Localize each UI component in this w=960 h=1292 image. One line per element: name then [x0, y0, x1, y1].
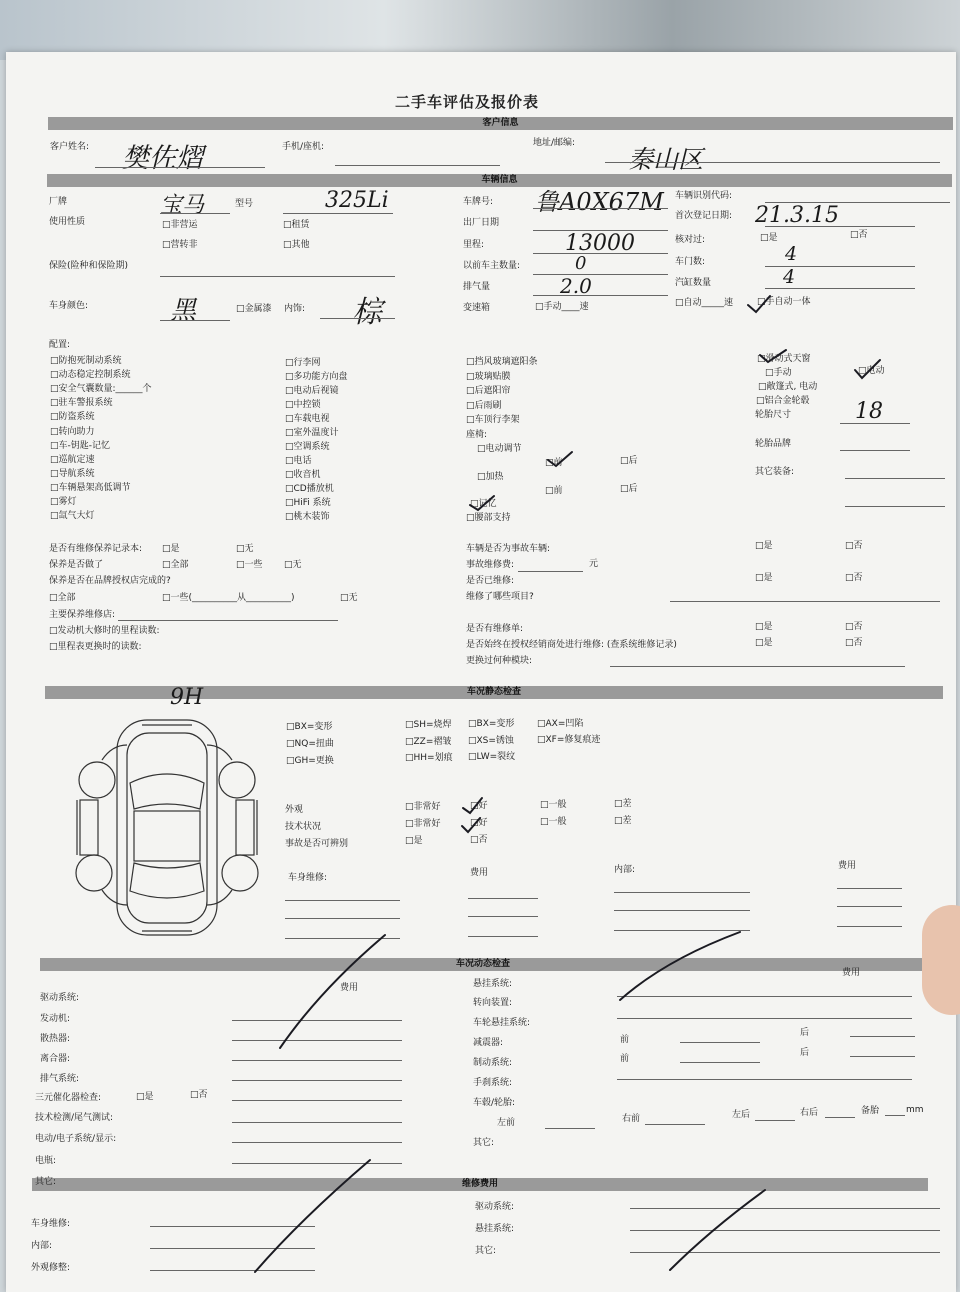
- config-option-checkbox[interactable]: □ 电动后视镜: [285, 386, 339, 397]
- vin-label: 车辆识别代码:: [675, 191, 733, 201]
- authorized-all[interactable]: □ 全部: [49, 593, 76, 604]
- dynamic-left-item: 电动/电子系统/显示:: [35, 1134, 117, 1144]
- accident-visible-label: 事故是否可辨别: [285, 839, 349, 849]
- shock-front-label: 前: [620, 1035, 630, 1045]
- checked-no-checkbox[interactable]: □ 否: [850, 230, 868, 241]
- accident-yes[interactable]: □ 是: [755, 541, 773, 552]
- config-option-checkbox[interactable]: □ 安全气囊数量:______个: [50, 384, 152, 395]
- sunroof-manual-checkbox[interactable]: □ 手动: [765, 368, 792, 379]
- interior-repair-cost-label: 费用: [838, 861, 857, 871]
- displacement-label: 排气量: [463, 282, 491, 292]
- dynamic-right-item: 转向装置:: [473, 998, 513, 1008]
- accident-cost-label: 事故维修费:: [466, 560, 515, 570]
- dealer-repair-yes[interactable]: □ 是: [755, 638, 773, 649]
- config-option-checkbox[interactable]: □ 电话: [285, 456, 312, 467]
- customer-name-handwritten: 樊佐熠: [122, 143, 203, 174]
- config-option-checkbox[interactable]: □ 氙气大灯: [50, 511, 95, 522]
- insurance-label: 保险(险种和保险期): [49, 261, 129, 271]
- doors-handwritten: 4: [785, 243, 798, 265]
- use-other-checkbox[interactable]: □ 其他: [283, 240, 310, 251]
- repaired-yes[interactable]: □ 是: [755, 573, 773, 584]
- config-option-checkbox[interactable]: □ 空调系统: [285, 442, 330, 453]
- registration-date-label: 首次登记日期:: [675, 211, 733, 221]
- dealer-repair-label: 是否始终在授权经销商处进行维修: (查系统维修记录): [466, 640, 677, 650]
- dynamic-left-item: 排气系统:: [40, 1074, 80, 1084]
- config-label: 配置:: [49, 340, 71, 350]
- use-nonoperating-checkbox[interactable]: □ 非营运: [162, 220, 198, 231]
- model-handwritten: 325Li: [325, 188, 389, 213]
- authorized-shop-label: 保养是否在品牌授权店完成的?: [49, 576, 171, 586]
- seat-memory-checkbox[interactable]: □ 记忆: [470, 499, 497, 510]
- tire-unit-label: mm: [906, 1105, 924, 1115]
- config-option-checkbox[interactable]: □ 后雨刷: [466, 401, 502, 412]
- dynamic-left-item: 其它:: [35, 1177, 57, 1187]
- repair-order-no[interactable]: □ 否: [845, 622, 863, 633]
- thumb: [922, 905, 960, 1015]
- brake-rear-label: 后: [800, 1048, 810, 1058]
- body-repair-cost-label: 费用: [470, 868, 489, 878]
- authorized-none[interactable]: □ 无: [340, 593, 358, 604]
- damage-code-checkbox[interactable]: □ XS=锈蚀: [468, 736, 514, 747]
- seat-heated-rear-checkbox[interactable]: □ 后: [620, 484, 638, 495]
- body-repair-label: 车身维修:: [288, 873, 328, 883]
- seat-electric-rear-checkbox[interactable]: □ 后: [620, 456, 638, 467]
- section-dynamic-check: 车况动态检查: [40, 958, 926, 971]
- config-option-checkbox[interactable]: □ 车载电视: [285, 414, 330, 425]
- config-option-checkbox[interactable]: □ 室外温度计: [285, 428, 339, 439]
- maintenance-all[interactable]: □ 全部: [162, 560, 189, 571]
- dynamic-right-item: 手刹系统:: [473, 1078, 513, 1088]
- gearbox-auto-checkbox[interactable]: □ 自动_____速: [675, 298, 733, 309]
- use-lease-checkbox[interactable]: □ 租赁: [283, 220, 310, 231]
- config-option-checkbox[interactable]: □ 中控锁: [285, 400, 321, 411]
- dynamic-left-item: 散热器:: [40, 1034, 71, 1044]
- damage-code-checkbox[interactable]: □ BX=变形: [468, 719, 514, 730]
- appearance-fair[interactable]: □ 一般: [540, 800, 567, 811]
- maintenance-done-label: 保养是否做了: [49, 560, 104, 570]
- dealer-repair-no[interactable]: □ 否: [845, 638, 863, 649]
- accident-visible-yes[interactable]: □ 是: [405, 836, 423, 847]
- dynamic-cost-left: 费用: [340, 983, 359, 993]
- displacement-handwritten: 2.0: [560, 274, 592, 298]
- dynamic-left-item: 离合器:: [40, 1054, 71, 1064]
- maintenance-record-yes[interactable]: □ 是: [162, 544, 180, 555]
- seat-heated-front-checkbox[interactable]: □ 前: [545, 486, 563, 497]
- dynamic-left-item: 技术检测/尾气测试:: [35, 1113, 114, 1123]
- static-handwritten-note: 9H: [170, 685, 204, 710]
- brand-label: 厂牌: [49, 197, 68, 207]
- accident-no[interactable]: □ 否: [845, 541, 863, 552]
- plate-handwritten: 鲁A0X67M: [535, 188, 664, 216]
- checked-yes-checkbox[interactable]: □ 是: [760, 233, 778, 244]
- dynamic-right-item: 其它:: [473, 1138, 495, 1148]
- shock-rear-label: 后: [800, 1028, 810, 1038]
- tech-very-good[interactable]: □ 非常好: [405, 819, 441, 830]
- config-option-checkbox[interactable]: □ 多功能方向盘: [285, 372, 348, 383]
- dynamic-left-item: 电瓶:: [35, 1156, 57, 1166]
- module-replaced-label: 更换过何种模块:: [466, 656, 533, 666]
- tire-left-front-label: 左前: [497, 1118, 516, 1128]
- config-option-checkbox[interactable]: □ 驻车警报系统: [50, 398, 113, 409]
- body-color-handwritten: 黑: [170, 296, 197, 326]
- section-customer: 客户信息: [48, 117, 953, 130]
- catalytic-no[interactable]: □ 否: [190, 1090, 208, 1101]
- repaired-items-label: 维修了哪些项目?: [466, 592, 534, 602]
- sunroof-sliding-checkbox[interactable]: □ 滑动式天窗: [757, 354, 811, 365]
- config-option-checkbox[interactable]: □ 动态稳定控制系统: [50, 370, 131, 381]
- brake-front-label: 前: [620, 1054, 630, 1064]
- tech-fair[interactable]: □ 一般: [540, 817, 567, 828]
- repaired-no[interactable]: □ 否: [845, 573, 863, 584]
- convertible-electric-checkbox[interactable]: □ 敞篷式, 电动: [758, 382, 817, 393]
- damage-code-checkbox[interactable]: □ BX=变形: [286, 722, 332, 733]
- config-option-checkbox[interactable]: □ 车-钥匙-记忆: [50, 441, 110, 452]
- registration-date-handwritten: 21.3.15: [755, 203, 839, 228]
- form-title: 二手车评估及报价表: [395, 93, 540, 111]
- damage-code-checkbox[interactable]: □ LW=裂纹: [468, 752, 515, 763]
- repair-order-yes[interactable]: □ 是: [755, 622, 773, 633]
- main-shop-label: 主要保养维修店:: [49, 610, 116, 620]
- repair-order-label: 是否有维修单:: [466, 624, 524, 634]
- config-option-checkbox[interactable]: □ 行李网: [285, 358, 321, 369]
- dynamic-right-item: 减震器:: [473, 1038, 504, 1048]
- config-option-checkbox[interactable]: □ 收音机: [285, 470, 321, 481]
- previous-owners-label: 以前车主数量:: [463, 261, 521, 271]
- interior-label: 内饰:: [284, 304, 306, 314]
- brand-handwritten: 宝马: [160, 193, 205, 218]
- config-option-checkbox[interactable]: □ 雾灯: [50, 497, 77, 508]
- cylinders-handwritten: 4: [783, 266, 796, 288]
- customer-name-label: 客户姓名:: [50, 142, 90, 152]
- catalytic-yes[interactable]: □ 是: [136, 1092, 154, 1103]
- interior-repair-label: 内部:: [614, 865, 636, 875]
- repair-left-item: 车身维修:: [31, 1219, 71, 1229]
- mileage-label: 里程:: [463, 240, 485, 250]
- tire-size-handwritten: 18: [855, 399, 883, 424]
- repair-right-item: 其它:: [475, 1246, 497, 1256]
- section-repair-cost: 维修费用: [32, 1178, 928, 1191]
- dynamic-cost-right: 费用: [842, 968, 861, 978]
- tire-right-rear-label: 右后: [800, 1108, 819, 1118]
- address-label: 地址/邮编:: [533, 138, 576, 148]
- appearance-good[interactable]: □ 好: [470, 801, 488, 812]
- accident-visible-no[interactable]: □ 否: [470, 835, 488, 846]
- appearance-poor[interactable]: □ 差: [614, 799, 632, 810]
- seat-heated-checkbox[interactable]: □ 加热: [477, 472, 504, 483]
- damage-code-checkbox[interactable]: □ XF=修复痕迹: [537, 735, 600, 746]
- repaired-label: 是否已维修:: [466, 576, 515, 586]
- appearance-label: 外观: [285, 805, 304, 815]
- tire-brand-label: 轮胎品牌: [755, 439, 792, 449]
- seat-label: 座椅:: [466, 430, 488, 440]
- tire-size-label: 轮胎尺寸: [755, 410, 792, 420]
- seat-electric-checkbox[interactable]: □ 电动调节: [477, 444, 522, 455]
- maintenance-none[interactable]: □ 无: [284, 560, 302, 571]
- config-option-checkbox[interactable]: □ 后遮阳帘: [466, 386, 511, 397]
- previous-owners-handwritten: 0: [575, 253, 587, 274]
- body-color-label: 车身颜色:: [49, 301, 89, 311]
- use-converted-checkbox[interactable]: □ 营转非: [162, 240, 198, 251]
- config-option-checkbox[interactable]: □ 防盗系统: [50, 412, 95, 423]
- gearbox-manual-checkbox[interactable]: □ 手动____速: [535, 302, 589, 313]
- dynamic-left-item: 驱动系统:: [40, 993, 80, 1003]
- tech-condition-label: 技术状况: [285, 822, 322, 832]
- mileage-handwritten: 13000: [565, 231, 635, 256]
- config-option-checkbox[interactable]: □ 转向助力: [50, 427, 95, 438]
- dynamic-right-item: 车毂/轮胎:: [473, 1098, 516, 1108]
- dynamic-left-item: 发动机:: [40, 1014, 71, 1024]
- tire-right-front-label: 右前: [622, 1114, 641, 1124]
- phone-label: 手机/座机:: [282, 142, 325, 152]
- maintenance-record-no[interactable]: □ 无: [236, 544, 254, 555]
- dynamic-right-item: 制动系统:: [473, 1058, 513, 1068]
- config-option-checkbox[interactable]: □ 车顶行李架: [466, 415, 520, 426]
- section-static-check: 车况静态检查: [45, 686, 943, 699]
- alloy-wheels-checkbox[interactable]: □ 铝合金轮毂: [756, 396, 810, 407]
- damage-code-checkbox[interactable]: □ SH=烧焊: [405, 720, 452, 731]
- maintenance-some[interactable]: □ 一些: [236, 560, 263, 571]
- tech-good[interactable]: □ 好: [470, 818, 488, 829]
- section-vehicle: 车辆信息: [47, 174, 952, 187]
- damage-code-checkbox[interactable]: □ HH=划痕: [405, 753, 453, 764]
- config-option-checkbox[interactable]: □ 桃木装饰: [285, 512, 330, 523]
- config-option-checkbox[interactable]: □ CD播放机: [285, 484, 334, 495]
- config-option-checkbox[interactable]: □ 巡航定速: [50, 455, 95, 466]
- repair-right-item: 悬挂系统:: [475, 1224, 515, 1234]
- tire-left-rear-label: 左后: [732, 1110, 751, 1120]
- config-option-checkbox[interactable]: □ 玻璃贴膜: [466, 372, 511, 383]
- accident-cost-unit: 元: [589, 559, 599, 569]
- maintenance-record-label: 是否有维修保养记录本:: [49, 544, 143, 554]
- gearbox-combo-checkbox[interactable]: □ 手自动一体: [757, 297, 811, 308]
- tech-poor[interactable]: □ 差: [614, 816, 632, 827]
- damage-code-checkbox[interactable]: □ AX=凹陷: [537, 719, 583, 730]
- seat-electric-front-checkbox[interactable]: □ 前: [545, 458, 563, 469]
- cylinders-label: 汽缸数量: [675, 278, 712, 288]
- address-handwritten: 秦山区: [628, 145, 704, 174]
- config-option-checkbox[interactable]: □ 挡风玻璃遮阳条: [466, 357, 538, 368]
- damage-code-checkbox[interactable]: □ NQ=扭曲: [286, 739, 334, 750]
- config-option-checkbox[interactable]: □ 导航系统: [50, 469, 95, 480]
- dynamic-left-item: 三元催化器检查:: [35, 1093, 102, 1103]
- repair-left-item: 内部:: [31, 1241, 53, 1251]
- metallic-paint-checkbox[interactable]: □ 金属漆: [236, 304, 272, 315]
- config-option-checkbox[interactable]: □ 防抱死制动系统: [50, 356, 122, 367]
- sunroof-electric-checkbox[interactable]: □ 电动: [858, 366, 885, 377]
- use-type-label: 使用性质: [49, 217, 86, 227]
- plate-label: 车牌号:: [463, 197, 494, 207]
- checked-label: 核对过:: [675, 235, 706, 245]
- repair-right-item: 驱动系统:: [475, 1202, 515, 1212]
- dynamic-right-item: 悬挂系统:: [473, 979, 513, 989]
- appearance-very-good[interactable]: □ 非常好: [405, 802, 441, 813]
- gearbox-label: 变速箱: [463, 303, 491, 313]
- interior-handwritten: 棕: [352, 295, 382, 330]
- engine-overhaul-label[interactable]: □ 发动机大修时的里程读数:: [49, 626, 160, 637]
- damage-code-checkbox[interactable]: □ GH=更换: [286, 756, 334, 767]
- model-label: 型号: [235, 199, 254, 209]
- factory-date-label: 出厂日期: [463, 218, 500, 228]
- config-option-checkbox[interactable]: □ HiFi 系统: [285, 498, 331, 509]
- other-equipment-label: 其它装备:: [755, 467, 795, 477]
- dynamic-right-item: 车轮悬挂系统:: [473, 1018, 531, 1028]
- damage-code-checkbox[interactable]: □ ZZ=褶皱: [405, 737, 451, 748]
- config-option-checkbox[interactable]: □ 车辆悬架高低调节: [50, 483, 131, 494]
- repair-left-item: 外观修整:: [31, 1263, 71, 1273]
- doors-label: 车门数:: [675, 257, 706, 267]
- spare-tire-label: 备胎: [861, 1106, 880, 1116]
- accident-vehicle-label: 车辆是否为事故车辆:: [466, 544, 551, 554]
- authorized-some[interactable]: □ 一些(__________从__________): [162, 593, 295, 604]
- odometer-replace-label[interactable]: □ 里程表更换时的读数:: [49, 642, 142, 653]
- seat-lumbar-checkbox[interactable]: □ 腰部支持: [466, 513, 511, 524]
